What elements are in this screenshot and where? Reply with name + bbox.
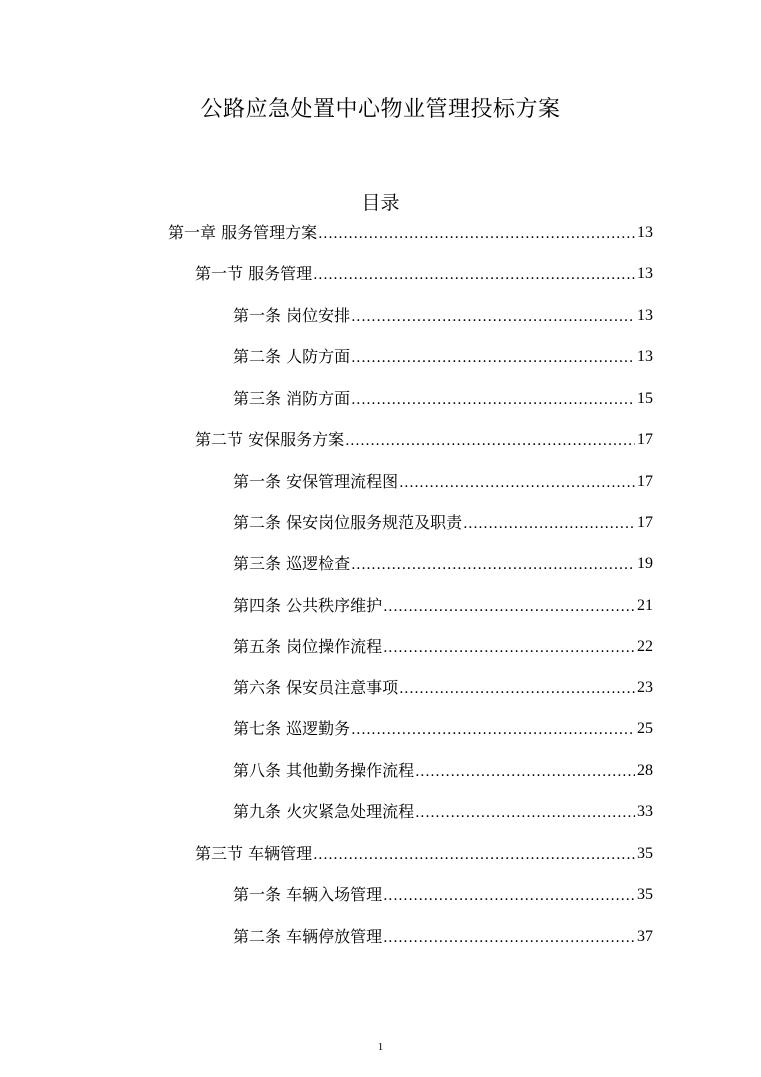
toc-entry[interactable] [195, 427, 653, 451]
toc-entry[interactable] [233, 510, 653, 534]
toc-entry-label: 第一条 安保管理流程图 [233, 472, 399, 491]
toc-entry-page: 21 [637, 597, 653, 614]
toc-dot-leader [383, 928, 635, 948]
toc-entry-label: 第五条 岗位操作流程 [233, 637, 383, 656]
toc-entry-label: 第四条 公共秩序维护 [233, 596, 383, 615]
toc-entry-label: 第二条 车辆停放管理 [233, 927, 383, 946]
toc-dot-leader [351, 555, 635, 575]
toc-entry[interactable] [233, 675, 653, 699]
toc-dot-leader [318, 224, 635, 244]
toc-entry-label: 第二条 保安岗位服务规范及职责 [233, 513, 463, 532]
toc-entry[interactable] [233, 882, 653, 906]
toc-entry[interactable] [233, 924, 653, 948]
toc-entry-page: 13 [637, 307, 653, 324]
toc-entry-page: 17 [637, 473, 653, 490]
toc-dot-leader [313, 845, 635, 865]
toc-entry-page: 35 [637, 886, 653, 903]
toc-entry-page: 37 [637, 928, 653, 945]
page-number: 1 [377, 1041, 384, 1053]
toc-entry[interactable] [233, 799, 653, 823]
toc-dot-leader [351, 348, 635, 368]
toc-entry-page: 13 [637, 348, 653, 365]
toc-entry-page: 23 [637, 679, 653, 696]
toc-entry-label: 第六条 保安员注意事项 [233, 678, 399, 697]
toc-dot-leader [383, 886, 635, 906]
toc-dot-leader [345, 431, 635, 451]
toc-dot-leader [383, 638, 635, 658]
toc-entry-page: 15 [637, 390, 653, 407]
toc-entry-label: 第三节 车辆管理 [195, 844, 313, 863]
toc-entry[interactable] [233, 344, 653, 368]
toc-entry[interactable] [233, 303, 653, 327]
toc-entry[interactable] [168, 220, 653, 244]
toc-entry[interactable] [233, 551, 653, 575]
toc-entry-page: 35 [637, 845, 653, 862]
toc-entry-label: 第九条 火灾紧急处理流程 [233, 802, 415, 821]
toc-dot-leader [399, 473, 635, 493]
toc-entry-page: 19 [637, 555, 653, 572]
toc-entry-page: 22 [637, 638, 653, 655]
toc-entry[interactable] [233, 469, 653, 493]
toc-dot-leader [351, 307, 635, 327]
toc-entry-label: 第二节 安保服务方案 [195, 430, 345, 449]
toc-heading: 目录 [361, 192, 400, 214]
toc-dot-leader [383, 597, 635, 617]
toc-entry-label: 第一章 服务管理方案 [168, 223, 318, 242]
toc-entry[interactable] [195, 841, 653, 865]
toc-entry-page: 25 [637, 720, 653, 737]
toc-dot-leader [351, 390, 635, 410]
toc-entry-label: 第一节 服务管理 [195, 264, 313, 283]
toc-entry-label: 第二条 人防方面 [233, 347, 351, 366]
toc-dot-leader [351, 720, 635, 740]
toc-entry[interactable] [233, 593, 653, 617]
toc-entry[interactable] [195, 261, 653, 285]
toc-entry[interactable] [233, 386, 653, 410]
document-title: 公路应急处置中心物业管理投标方案 [200, 97, 561, 122]
toc-entry-label: 第三条 巡逻检查 [233, 554, 351, 573]
toc-entry-page: 28 [637, 762, 653, 779]
toc-entry-label: 第一条 岗位安排 [233, 306, 351, 325]
toc-dot-leader [313, 265, 635, 285]
toc-entry-page: 17 [637, 431, 653, 448]
toc-entry-page: 13 [637, 265, 653, 282]
toc-dot-leader [415, 803, 635, 823]
toc-entry-page: 33 [637, 803, 653, 820]
toc-dot-leader [463, 514, 635, 534]
toc-entry[interactable] [233, 758, 653, 782]
toc-entry-label: 第八条 其他勤务操作流程 [233, 761, 415, 780]
toc-entry-label: 第三条 消防方面 [233, 389, 351, 408]
toc-entry-label: 第一条 车辆入场管理 [233, 885, 383, 904]
toc-entry-page: 17 [637, 514, 653, 531]
toc-entry-label: 第七条 巡逻勤务 [233, 719, 351, 738]
toc-entry-page: 13 [637, 224, 653, 241]
toc-entry[interactable] [233, 716, 653, 740]
toc-entry[interactable] [233, 634, 653, 658]
toc-dot-leader [399, 679, 635, 699]
toc-dot-leader [415, 762, 635, 782]
